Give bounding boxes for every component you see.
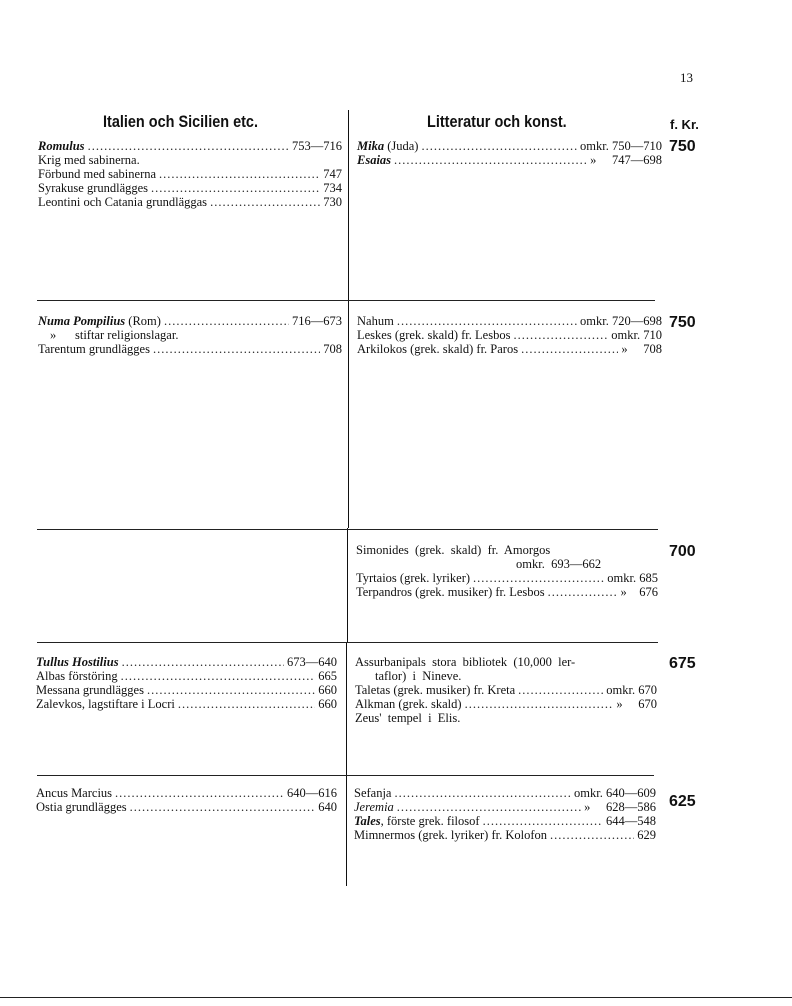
entry-line <box>357 342 662 356</box>
leader-dots <box>394 786 571 800</box>
header-left: Italien och Sicilien etc. <box>103 112 258 131</box>
entry-line <box>354 786 656 800</box>
entry-title: Förbund med sabinerna <box>38 167 157 181</box>
entry-value: omkr. 640—609 <box>574 786 656 800</box>
entry-line <box>357 139 662 153</box>
year-marker: 750 <box>669 138 696 155</box>
leader-dots <box>178 697 315 711</box>
leader-dots <box>130 800 316 814</box>
leader-dots <box>147 683 315 697</box>
entry-line <box>38 342 342 356</box>
entry-title: Tales <box>354 814 381 828</box>
entry-title: Assurbanipals stora bibliotek (10,000 ler- <box>355 655 576 669</box>
entry-name <box>38 167 156 181</box>
leader-dots <box>115 786 284 800</box>
entry-name <box>355 683 515 697</box>
year-marker: 625 <box>669 793 696 810</box>
entry-line <box>50 328 342 342</box>
leader-dots <box>394 153 587 167</box>
entry-value: omkr. 720—698 <box>580 314 662 328</box>
header-right: f. Kr. <box>670 117 699 132</box>
entry-line <box>38 195 342 209</box>
bottom-rule <box>0 997 792 998</box>
entry-title: Romulus <box>38 139 85 153</box>
entry-line <box>354 828 656 842</box>
leader-dots <box>465 697 614 711</box>
entry-name <box>356 585 545 599</box>
entry-value: omkr. 750—710 <box>580 139 662 153</box>
entry-title: Syrakuse grundlägges <box>38 181 149 195</box>
entry-name <box>38 314 161 328</box>
entry-line <box>36 655 337 669</box>
entry-name <box>36 683 144 697</box>
page-number: 13 <box>680 70 693 85</box>
entry-title: Arkilokos (grek. skald) fr. Paros <box>357 342 519 356</box>
leader-dots <box>153 342 320 356</box>
entry-title: taflor) i Nineve. <box>375 669 462 683</box>
leader-dots <box>122 655 284 669</box>
entry-line <box>355 697 657 711</box>
year-marker: 750 <box>669 314 696 331</box>
entry-line <box>356 585 658 599</box>
leader-dots <box>548 585 618 599</box>
leader-dots <box>421 139 577 153</box>
entry-value: 660 <box>318 697 337 711</box>
entry-title: Taletas (grek. musiker) fr. Kreta <box>355 683 516 697</box>
entry-line <box>38 139 342 153</box>
entry-value: » 708 <box>621 342 662 356</box>
column-divider-mid <box>347 528 348 642</box>
entry-line <box>38 153 342 167</box>
entry-title: Leontini och Catania grundläggas <box>38 195 208 209</box>
entry-title: Albas förstöring <box>36 669 118 683</box>
leader-dots <box>397 314 577 328</box>
entry-name <box>357 139 418 153</box>
entry-line <box>354 800 656 814</box>
entry-name <box>38 181 148 195</box>
leader-dots <box>550 828 634 842</box>
entry-line <box>38 181 342 195</box>
entry-value: 730 <box>323 195 342 209</box>
entry-line <box>36 697 337 711</box>
leader-dots <box>521 342 618 356</box>
section-divider <box>37 642 658 643</box>
entry-value: 734 <box>323 181 342 195</box>
entry-value: 629 <box>637 828 656 842</box>
leader-dots <box>473 571 604 585</box>
entry-line <box>357 328 662 342</box>
entry-value: 716—673 <box>292 314 342 328</box>
entry-name <box>38 139 85 153</box>
column-divider-lower <box>346 642 347 886</box>
entry-line <box>375 669 657 683</box>
entry-line <box>356 543 658 557</box>
entry-title: Terpandros (grek. musiker) fr. Lesbos <box>356 585 545 599</box>
entry-title: Tarentum grundlägges <box>38 342 150 356</box>
entry-name <box>355 697 462 711</box>
entry-line <box>36 786 337 800</box>
entry-title: Ostia grundlägges <box>36 800 127 814</box>
entry-name <box>36 786 112 800</box>
entry-title: Esaias <box>357 153 392 167</box>
entry-name <box>357 314 394 328</box>
entry-title: Mika <box>357 139 385 153</box>
entry-line <box>516 557 658 571</box>
entry-title: Leskes (grek. skald) fr. Lesbos <box>357 328 511 342</box>
entry-line <box>357 314 662 328</box>
entry-value: » 628—586 <box>584 800 656 814</box>
entry-name <box>354 786 391 800</box>
entry-title: Jeremia <box>354 800 394 814</box>
column-divider-top <box>348 110 349 528</box>
section-divider <box>37 300 655 301</box>
entry-line <box>357 153 662 167</box>
entry-value: 665 <box>318 669 337 683</box>
entry-value: omkr. 670 <box>606 683 657 697</box>
entry-title: Simonides (grek. skald) fr. Amorgos <box>356 543 551 557</box>
entry-name <box>354 828 547 842</box>
entry-name <box>38 342 150 356</box>
entry-line <box>38 167 342 181</box>
entry-name <box>36 669 118 683</box>
year-marker: 700 <box>669 543 696 560</box>
year-marker: 675 <box>669 655 696 672</box>
entry-name <box>357 328 510 342</box>
entry-name <box>354 814 480 828</box>
entry-line <box>355 683 657 697</box>
entry-name <box>36 655 119 669</box>
entry-title: Tyrtaios (grek. lyriker) <box>356 571 471 585</box>
entry-value: 753—716 <box>292 139 342 153</box>
entry-line <box>38 314 342 328</box>
entry-line <box>356 571 658 585</box>
entry-value: omkr. 685 <box>607 571 658 585</box>
header-middle: Litteratur och konst. <box>427 112 567 131</box>
entry-title: Nahum <box>357 314 394 328</box>
entry-line <box>355 655 657 669</box>
entry-title: Messana grundlägges <box>36 683 144 697</box>
entry-title: Zeus' tempel i Elis. <box>355 711 461 725</box>
entry-suffix: , förste grek. filosof <box>380 814 480 828</box>
entry-line <box>36 669 337 683</box>
section-divider <box>37 529 658 530</box>
entry-name <box>36 697 175 711</box>
entry-title: Tullus Hostilius <box>36 655 119 669</box>
leader-dots <box>164 314 289 328</box>
entry-suffix: (Rom) <box>125 314 161 328</box>
entry-value: 673—640 <box>287 655 337 669</box>
entry-value: » 670 <box>616 697 657 711</box>
entry-name <box>38 195 207 209</box>
entry-title: Numa Pompilius <box>38 314 126 328</box>
entry-name <box>36 800 127 814</box>
leader-dots <box>159 167 320 181</box>
entry-title: Alkman (grek. skald) <box>355 697 462 711</box>
leader-dots <box>121 669 316 683</box>
entry-value: 660 <box>318 683 337 697</box>
entry-value: » 676 <box>620 585 658 599</box>
entry-value: 640 <box>318 800 337 814</box>
leader-dots <box>151 181 320 195</box>
entry-line <box>355 711 657 725</box>
entry-title: Mimnermos (grek. lyriker) fr. Kolofon <box>354 828 548 842</box>
leader-dots <box>397 800 581 814</box>
entry-value: 747 <box>323 167 342 181</box>
leader-dots <box>210 195 320 209</box>
entry-value: 644—548 <box>606 814 656 828</box>
entry-name <box>357 342 518 356</box>
section-divider <box>37 775 654 776</box>
entry-name <box>354 800 394 814</box>
entry-line <box>36 800 337 814</box>
entry-value: 640—616 <box>287 786 337 800</box>
entry-name <box>357 153 391 167</box>
entry-value: omkr. 710 <box>611 328 662 342</box>
leader-dots <box>513 328 608 342</box>
entry-name <box>356 571 470 585</box>
entry-suffix: (Juda) <box>384 139 419 153</box>
entry-title: omkr. 693—662 <box>516 557 602 571</box>
leader-dots <box>518 683 603 697</box>
entry-title: Ancus Marcius <box>36 786 113 800</box>
leader-dots <box>483 814 603 828</box>
entry-title: Zalevkos, lagstiftare i Locri <box>36 697 175 711</box>
entry-title: » stiftar religionslagar. <box>50 328 179 342</box>
entry-title: Sefanja <box>354 786 392 800</box>
entry-line <box>354 814 656 828</box>
entry-value: 708 <box>323 342 342 356</box>
entry-line <box>36 683 337 697</box>
entry-value: » 747—698 <box>590 153 662 167</box>
leader-dots <box>88 139 289 153</box>
entry-title: Krig med sabinerna. <box>38 153 140 167</box>
